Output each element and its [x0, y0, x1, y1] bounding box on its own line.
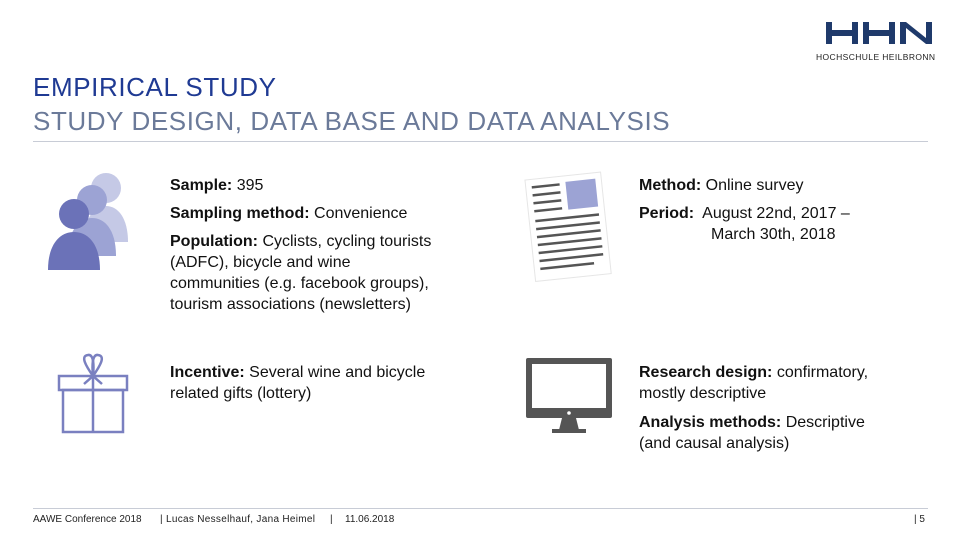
- footer-page-number: | 5: [914, 514, 925, 525]
- page-subtitle: STUDY DESIGN, DATA BASE AND DATA ANALYSIS: [33, 106, 671, 136]
- sample-text: [170, 175, 263, 196]
- period-label: Period:: [639, 205, 695, 222]
- population-value-1: Cyclists, cycling tourists: [262, 233, 432, 250]
- analysis-label: Analysis methods:: [639, 414, 782, 431]
- logo-text: HOCHSCHULE HEILBRONN: [816, 52, 936, 62]
- method-text: [639, 175, 803, 196]
- design-value-2: mostly descriptive: [639, 385, 767, 402]
- population-value-2: (ADFC), bicycle and wine: [170, 254, 351, 271]
- incentive-value-2: related gifts (lottery): [170, 385, 312, 402]
- period-value-2: March 30th, 2018: [711, 226, 836, 243]
- method-label: Method:: [639, 177, 702, 194]
- footer-date: 11.06.2018: [345, 514, 395, 525]
- sample-value: 395: [236, 177, 264, 194]
- document-icon: [520, 170, 612, 282]
- gift-icon: [56, 352, 130, 434]
- method-value: Online survey: [705, 177, 804, 194]
- analysis-text: [639, 412, 929, 454]
- logo-letter-h1: [826, 22, 858, 44]
- analysis-value-2: (and causal analysis): [639, 435, 790, 452]
- incentive-value-1: Several wine and bicycle: [249, 364, 426, 381]
- incentive-text: [170, 362, 480, 404]
- header-divider: [33, 141, 928, 142]
- design-text: [639, 362, 929, 404]
- incentive-label: Incentive:: [170, 364, 245, 381]
- footer-separator: |: [330, 514, 333, 525]
- logo-mark: [816, 22, 932, 44]
- period-text: [639, 203, 929, 245]
- footer-conference: AAWE Conference 2018: [33, 514, 142, 525]
- sampling-label: Sampling method:: [170, 205, 310, 222]
- period-value-1: August 22nd, 2017 –: [702, 205, 850, 222]
- footer-divider: [33, 508, 928, 509]
- sampling-text: [170, 203, 407, 224]
- logo-letter-n: [900, 22, 932, 44]
- footer-authors: | Lucas Nesselhauf, Jana Heimel: [160, 514, 316, 525]
- population-label: Population:: [170, 233, 258, 250]
- sample-label: Sample:: [170, 177, 233, 194]
- sampling-value: Convenience: [314, 205, 408, 222]
- logo-letter-h2: [863, 22, 895, 44]
- monitor-icon: [524, 356, 614, 434]
- people-group-icon: [44, 170, 134, 270]
- logo: [816, 22, 936, 62]
- design-value-1: confirmatory,: [776, 364, 869, 381]
- analysis-value-1: Descriptive: [785, 414, 865, 431]
- page-title: EMPIRICAL STUDY: [33, 72, 277, 102]
- population-text: [170, 231, 480, 315]
- population-value-4: tourism associations (newsletters): [170, 296, 411, 313]
- population-value-3: communities (e.g. facebook groups),: [170, 275, 429, 292]
- design-label: Research design:: [639, 364, 773, 381]
